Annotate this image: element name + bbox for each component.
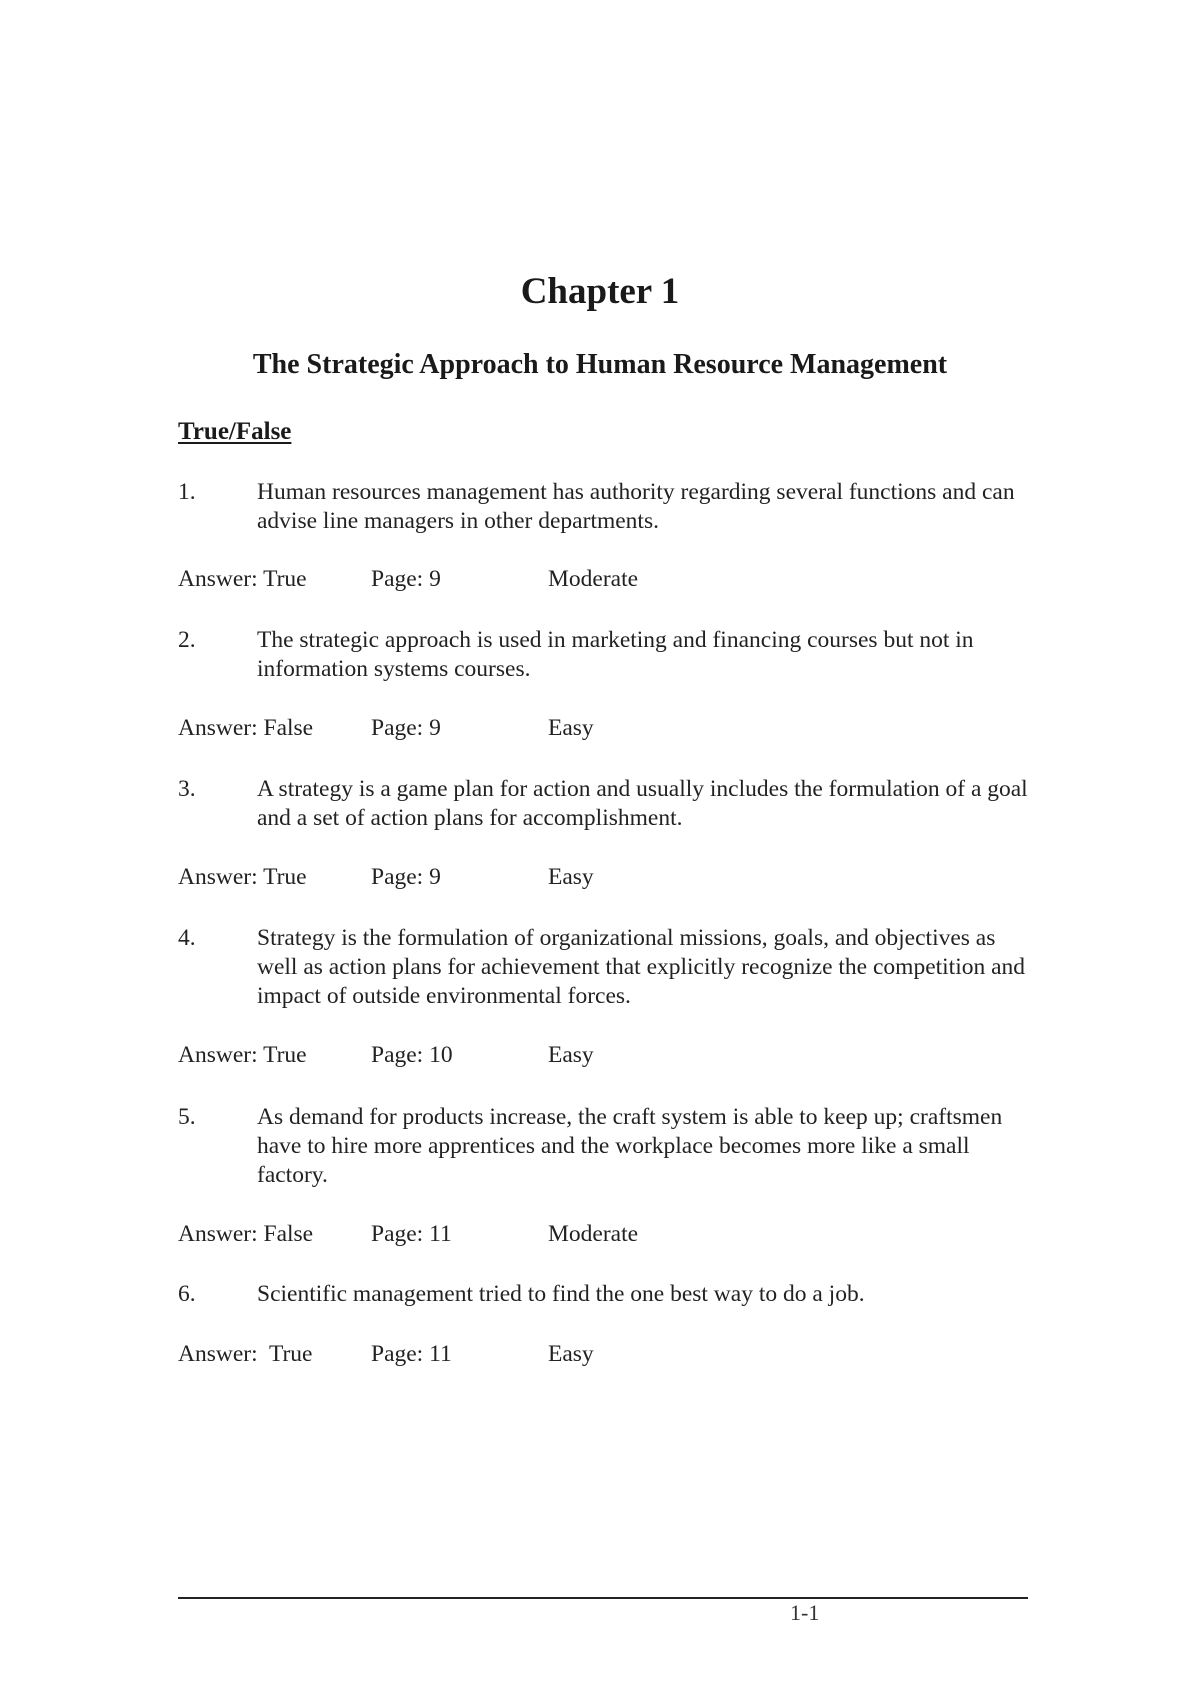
difficulty-label: Moderate <box>548 566 639 592</box>
answer-label: Answer: False <box>178 715 314 741</box>
answer-line <box>178 714 878 743</box>
page-number: 1-1 <box>790 1600 820 1625</box>
answer-line <box>178 565 878 594</box>
answer-line <box>178 1220 878 1249</box>
footer-divider <box>178 1597 1028 1599</box>
question-item <box>178 924 1038 1011</box>
question-item <box>178 478 1038 536</box>
page-reference: Page: 9 <box>371 715 441 741</box>
question-number: 4. <box>178 925 196 951</box>
question-text: The strategic approach is used in marketing and financing courses but not in information systems courses. <box>257 627 974 682</box>
page-reference: Page: 11 <box>371 1341 452 1367</box>
page-reference: Page: 10 <box>371 1042 453 1068</box>
question-item <box>178 775 1038 833</box>
answer-label: Answer: False <box>178 1221 314 1247</box>
question-number: 2. <box>178 627 196 653</box>
question-text: Strategy is the formulation of organizational missions, goals, and objectives as well as action plans for achievement that explicitly recognize the competition and impact of outside environmental forces. <box>257 925 1026 1009</box>
answer-label: Answer: True <box>178 566 307 592</box>
question-text: As demand for products increase, the craft system is able to keep up; craftsmen have to hire more apprentices and the workplace becomes more like a small factory. <box>257 1104 1003 1188</box>
chapter-subtitle: The Strategic Approach to Human Resource Management <box>252 349 948 380</box>
difficulty-label: Easy <box>548 1341 594 1367</box>
question-number: 3. <box>178 776 196 802</box>
difficulty-label: Moderate <box>548 1221 639 1247</box>
question-item <box>178 1103 1038 1190</box>
answer-line <box>178 1340 878 1369</box>
section-heading: True/False <box>178 418 292 445</box>
answer-line <box>178 863 878 892</box>
question-text: Human resources management has authority regarding several functions and can advise line managers in other departments. <box>257 479 1015 534</box>
answer-label: Answer: True <box>178 1042 307 1068</box>
page-reference: Page: 9 <box>371 864 441 890</box>
difficulty-label: Easy <box>548 1042 594 1068</box>
question-number: 5. <box>178 1104 196 1130</box>
page-reference: Page: 11 <box>371 1221 452 1247</box>
question-number: 1. <box>178 479 196 505</box>
question-text: Scientific management tried to find the one best way to do a job. <box>257 1281 865 1307</box>
question-number: 6. <box>178 1281 196 1307</box>
page-reference: Page: 9 <box>371 566 441 592</box>
answer-label: Answer: True <box>178 1341 313 1367</box>
chapter-title: Chapter 1 <box>520 271 680 312</box>
answer-line <box>178 1041 878 1070</box>
question-text: A strategy is a game plan for action and usually includes the formulation of a goal and a set of action plans for accomplishment. <box>257 776 1028 831</box>
question-item <box>178 626 1038 684</box>
difficulty-label: Easy <box>548 715 594 741</box>
difficulty-label: Easy <box>548 864 594 890</box>
answer-label: Answer: True <box>178 864 307 890</box>
question-item <box>178 1280 1038 1309</box>
